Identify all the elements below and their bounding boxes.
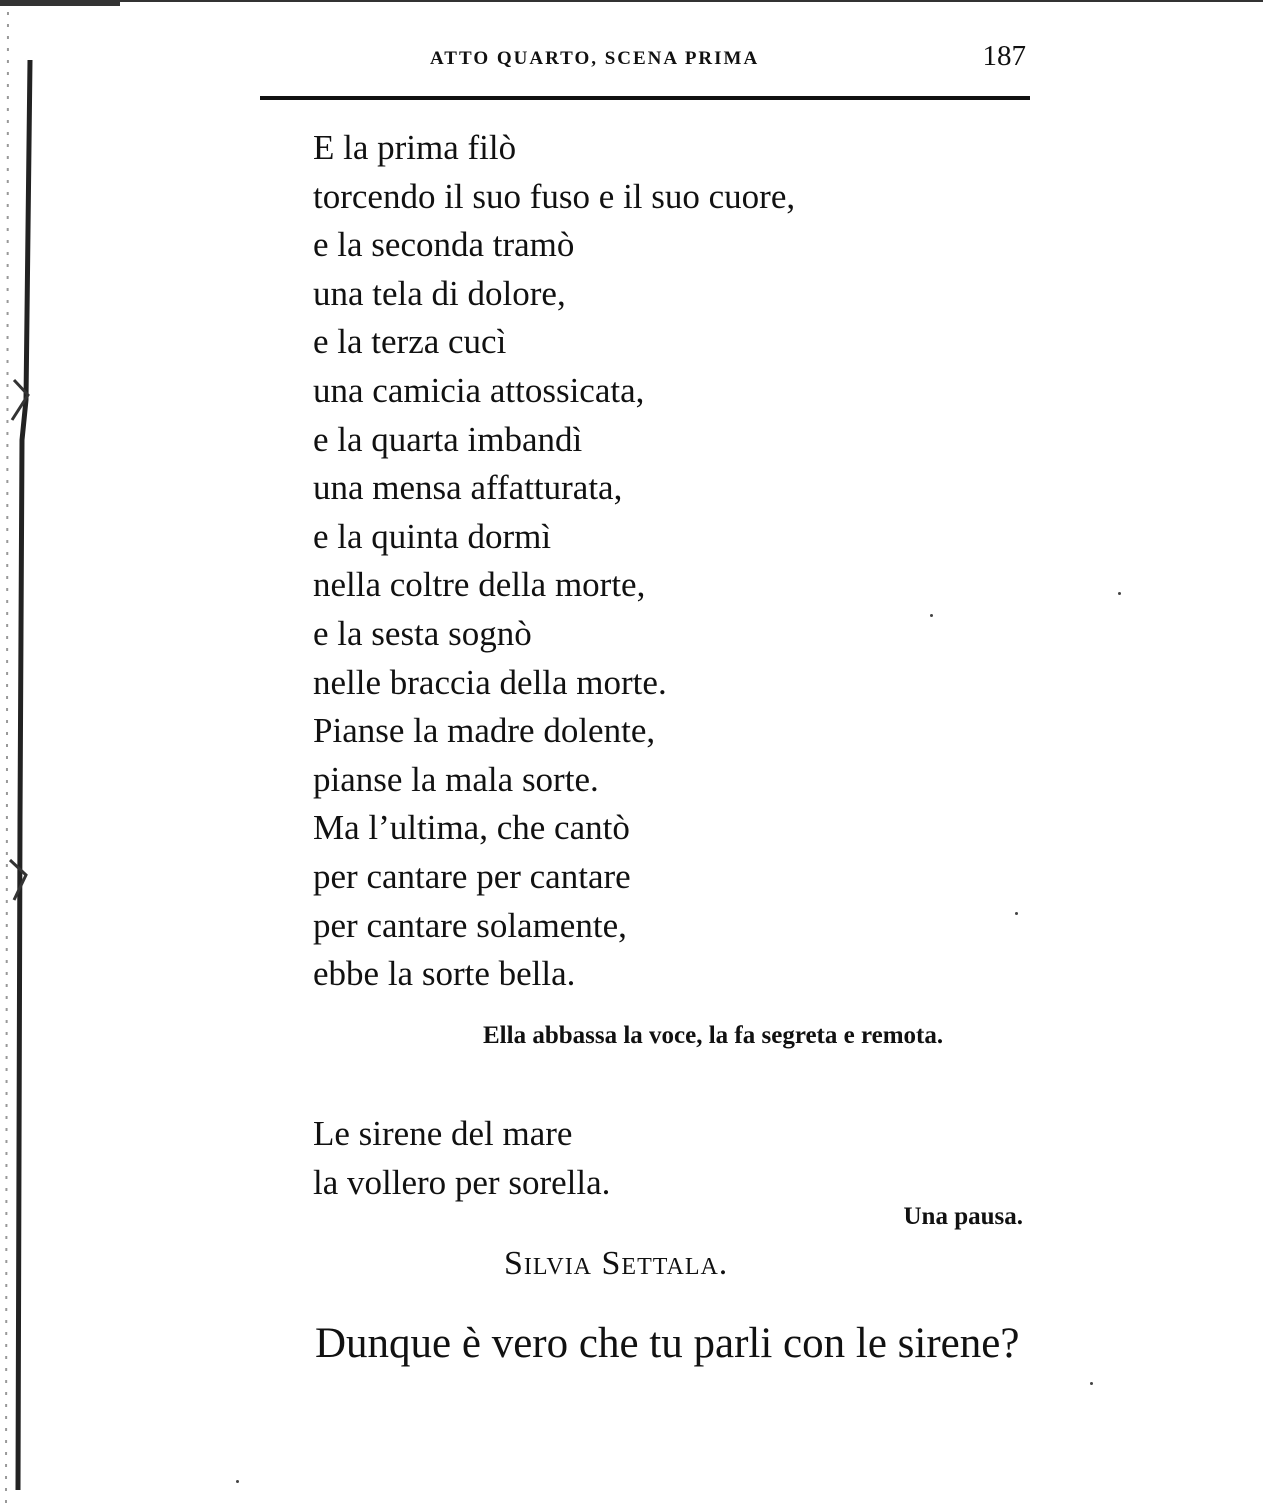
page-number: 187 [982, 40, 1026, 72]
verse-line: e la seconda tramò [313, 225, 575, 265]
scan-speck [1118, 592, 1121, 595]
binding-edge [0, 0, 40, 1503]
verse-line: Pianse la madre dolente, [313, 711, 656, 751]
running-header-title: ATTO QUARTO, SCENA PRIMA [430, 48, 760, 69]
verse-line: e la quinta dormì [313, 516, 552, 556]
verse-line: torcendo il suo fuso e il suo cuore, [313, 176, 796, 216]
verse-line: una camicia attossicata, [313, 370, 645, 410]
running-header [260, 40, 1030, 80]
scan-speck [1090, 1382, 1093, 1385]
scan-speck [236, 1480, 239, 1483]
verse-line: E la prima filò [313, 128, 517, 167]
verse-line: ebbe la sorte bella. [313, 954, 576, 994]
verse-line: Le sirene del mare [313, 1114, 573, 1153]
verse-block-2 [313, 1110, 610, 1207]
verse-line: la vollero per sorella. [313, 1162, 611, 1202]
speaker-name: Silvia Settala. [504, 1245, 729, 1282]
stage-direction-pause: Una pausa. [903, 1203, 1023, 1230]
verse-line: e la quarta imbandì [313, 419, 583, 459]
scan-speck [930, 614, 933, 617]
verse-line: e la terza cucì [313, 322, 507, 362]
verse-line: nella coltre della morte, [313, 565, 646, 605]
header-rule [260, 96, 1030, 100]
verse-line: nelle braccia della morte. [313, 662, 667, 702]
verse-block [313, 124, 795, 999]
scan-speck [1015, 912, 1018, 915]
verse-line: Ma l’ultima, che cantò [313, 808, 630, 848]
scan-top-line [120, 0, 1263, 2]
stage-direction: Ella abbassa la voce, la fa segreta e remota. [483, 1022, 944, 1049]
verse-line: e la sesta sognò [313, 613, 532, 653]
prose-paragraph: Dunque è vero che tu parli con le sirene? [315, 1320, 1020, 1367]
verse-line: per cantare per cantare [313, 856, 631, 896]
verse-line: una mensa affatturata, [313, 468, 623, 508]
verse-line: pianse la mala sorte. [313, 759, 599, 799]
verse-line: una tela di dolore, [313, 273, 566, 313]
verse-line: per cantare solamente, [313, 905, 627, 945]
scan-top-edge [0, 0, 120, 6]
